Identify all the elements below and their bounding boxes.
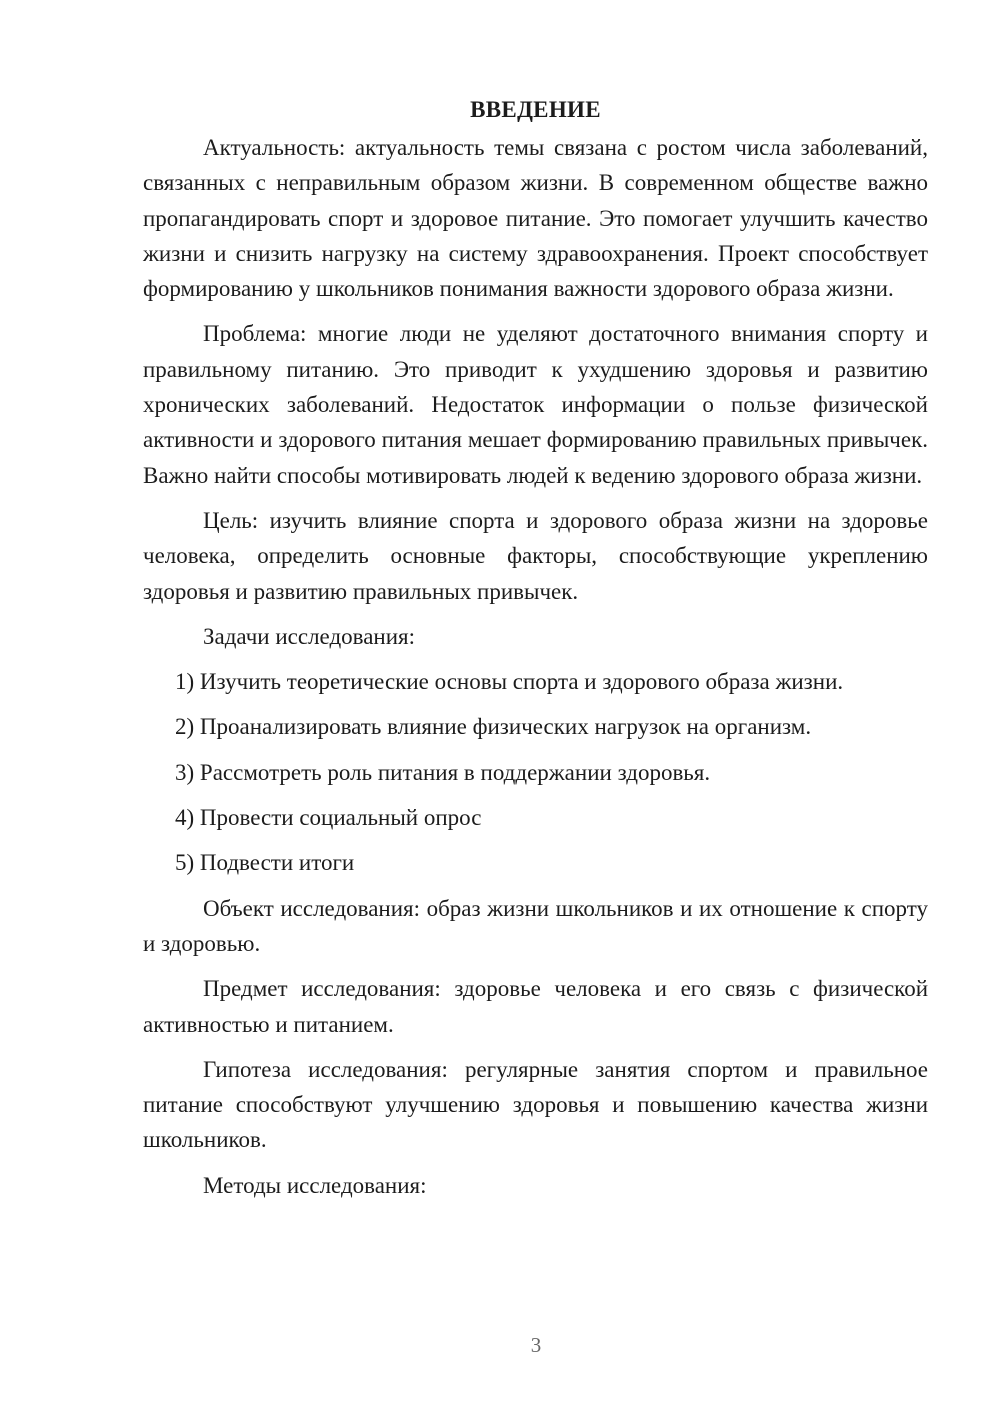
list-item: 1) Изучить теоретические основы спорта и здорового образа жизни. [175,669,844,695]
paragraph-goal: Цель: изучить влияние спорта и здорового образа жизни на здоровье человека, определить основные факторы, способствующие укреплению здоровья и развитию правильных привычек. [143,507,928,604]
paragraph-object: Объект исследования: образ жизни школьников и их отношение к спорту и здоровью. [143,895,928,956]
paragraph-hypothesis: Гипотеза исследования: регулярные занятия спортом и правильное питание способствуют улучшению здоровья и повышению качества жизни школьников. [143,1056,928,1153]
paragraph-subject: Предмет исследования: здоровье человека и его связь с физической активностью и питанием. [143,976,928,1037]
section-title: ВВЕДЕНИЕ [470,97,601,122]
list-item: 2) Проанализировать влияние физических нагрузок на организм. [175,714,812,740]
paragraph-problem: Проблема: многие люди не уделяют достаточного внимания спорту и правильному питанию. Это приводит к ухудшению здоровья и развитию хронических заболеваний. Недостаток информации о пользе физической активности и здорового питания мешает формированию правильных привычек. Важно найти способы мотивировать людей к ведению здорового образа жизни. [143,321,928,488]
tasks-heading: Задачи исследования: [203,623,416,649]
tasks-list [143,664,928,880]
methods-heading: Методы исследования: [203,1172,427,1198]
list-item: 5) Подвести итоги [175,850,355,876]
list-item: 4) Провести социальный опрос [175,805,482,831]
list-item: 3) Рассмотреть роль питания в поддержании здоровья. [175,759,711,785]
page-number: 3 [530,1333,542,1357]
page-content [143,92,928,1213]
paragraph-relevance: Актуальность: актуальность темы связана с ростом числа заболеваний, связанных с неправильным образом жизни. В современном обществе важно пропагандировать спорт и здоровое питание. Это помогает улучшить качество жизни и снизить нагрузку на систему здравоохранения. Проект способствует формированию у школьников понимания важности здорового образа жизни. [143,135,928,302]
